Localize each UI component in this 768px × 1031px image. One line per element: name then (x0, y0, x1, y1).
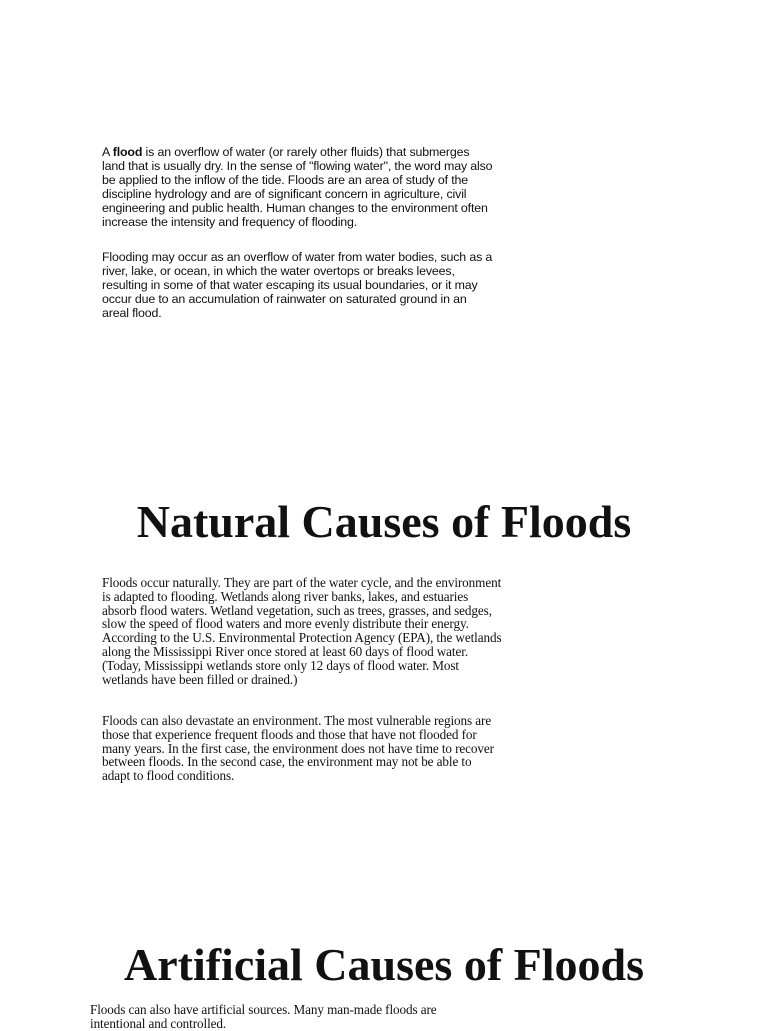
intro-paragraph-1 (102, 145, 494, 229)
natural-paragraph-2: Floods can also devastate an environment. The most vulnerable regions are those that experience frequent floods and those that have not flooded for many years. In the first case, the environment does not have time to recover between floods. In the second case, the environment may not be able to adapt to flood conditions. (102, 713, 494, 784)
intro-prefix: A (102, 145, 113, 159)
flood-term: flood (112, 145, 143, 159)
artificial-causes-heading: Artificial Causes of Floods (123, 939, 644, 990)
natural-paragraph-1: Floods occur naturally. They are part of the water cycle, and the environment is adapted to flooding. Wetlands along river banks, lakes, and estuaries absorb flood waters. Wetland vegetation, such as trees, grasses, and sedges, slow the speed of flood waters and more evenly distribute their energy. According to the U.S. Environmental Protection Agency (EPA), the wetlands along the Mississippi River once stored at least 60 days of flood water. (Today, Mississippi wetlands store only 12 days of flood water. Most wetlands have been filled or drained.) (102, 575, 502, 687)
artificial-paragraph-1: Floods can also have artificial sources. Many man-made floods are intentional and controlled. (90, 1002, 437, 1031)
natural-causes-heading: Natural Causes of Floods (136, 496, 632, 547)
intro-paragraph-2: Flooding may occur as an overflow of water from water bodies, such as a river, lake, or ocean, in which the water overtops or breaks levees, resulting in some of that water escaping its usual boundaries, or it may occur due to an accumulation of rainwater on saturated ground in an areal flood. (102, 250, 493, 320)
intro-paragraph-1-text: is an overflow of water (or rarely other fluids) that submerges land that is usually dry. In the sense of "flowing water", the word may also be applied to the inflow of the tide. Floods are an area of study of the discipline hydrology and are of significant concern in agriculture, civil engineering and public health. Human changes to the environment often increase the intensity and frequency of flooding. (102, 145, 493, 229)
